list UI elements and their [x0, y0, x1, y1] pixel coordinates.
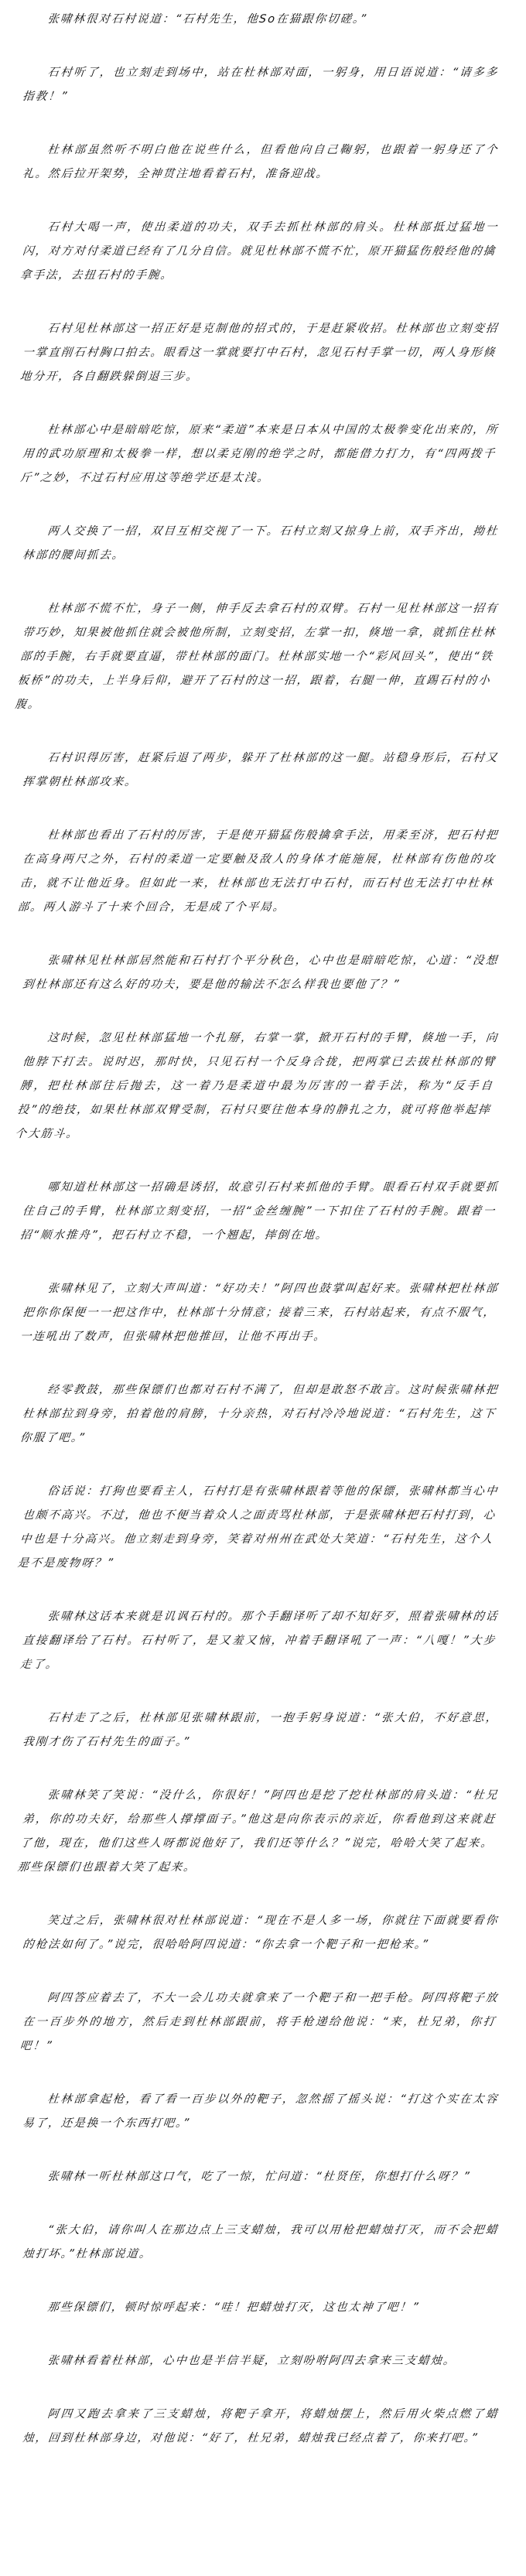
paragraph: 杜林部也看出了石村的厉害，于是使开猫猛伤般擒拿手法，用柔至济，把石村把在高身两尺之外，石村的柔道一定要触及敌人的身体才能施展，杜林部有伤他的攻击，就不让他近身。但如此一来，杜林部也无法打中石村，而石村也无法打中杜林部。两人游斗了十来个回合，无是成了个平局。 [16, 829, 500, 914]
paragraph: 阿四又跑去拿来了三支蜡烛，将靶子拿开，将蜡烛摆上，然后用火柴点燃了蜡烛，回到杜林部身边，对他说：“好了，杜兄弟，蜡烛我已经点着了，你来打吧。” [22, 2408, 500, 2444]
paragraph: 张啸林这话本来就是讥讽石村的。那个手翻译听了却不知好歹，照着张啸林的话直接翻译给了石村。石村听了，是又羞又恼，冲着手翻译吼了一声：“八嘎！”大步走了。 [19, 1611, 500, 1671]
paragraph: 阿四答应着去了，不大一会儿功夫就拿来了一个靶子和一把手枪。阿四将靶子放在一百步外的地方，然后走到杜林部跟前，将手枪递给他说：“来，杜兄弟，你打吧！” [19, 1992, 500, 2052]
paragraph: 石村走了之后，杜林部见张啸林跟前，一抱手躬身说道：“张大伯，不好意思，我刚才伤了石村先生的面子。” [22, 1712, 500, 1748]
paragraph: 哪知道杜林部这一招确是诱招，故意引石村来抓他的手臂。眼看石村双手就要抓住自己的手臂，杜林部立刻变招，一招“金丝缠腕”一下扣住了石村的手腕。跟着一招“顺水推舟”，把石村立不稳，一个翘起，摔倒在地。 [19, 1181, 500, 1242]
paragraph: 石村大喝一声，使出柔道的功夫，双手去抓杜林部的肩头。杜林部抵过猛地一闪，对方对付柔道已经有了几分自信。就见杜林部不慌不忙，原开猫猛伤般经他的擒拿手法，去扭石村的手腕。 [19, 221, 500, 282]
paragraph: 张啸林见杜林部居然能和石村打个平分秋色，心中也是暗暗吃惊，心道：“没想到杜林部还有这么好的功夫，要是他的输法不怎么样我也要他了？” [22, 955, 500, 991]
paragraph: “张大伯，请你叫人在那边点上三支蜡烛，我可以用枪把蜡烛打灭，而不会把蜡烛打坏。”杜林部说道。 [22, 2224, 500, 2260]
paragraph: 石村识得厉害，赶紧后退了两步，躲开了杜林部的这一腿。站稳身形后，石村又挥掌朝杜林部攻来。 [22, 752, 500, 788]
paragraph: 张啸林笑了笑说：“没什么，你很好！”阿四也是挖了挖杜林部的肩头道：“杜兄弟，你的功夫好，给那些人撑撑面子。”他这是向你表示的亲近，你看他到这来就赶了他，现在，他们这些人呀都说他好了，我们还等什么？”说完，哈哈大笑了起来。那些保镖们也跟着大笑了起来。 [16, 1789, 500, 1874]
paragraph: 张啸林很对石村说道：“石村先生，他So在猫跟你切磋。” [46, 13, 368, 26]
paragraph: 杜林部虽然听不明白他在说些什么，但看他向自己鞠躬，也跟着一躬身还了个礼。然后拉开架势，全神贯注地看着石村，准备迎战。 [22, 144, 500, 180]
paragraph: 俗话说：打狗也要看主人，石村打是有张啸林跟着等他的保镖，张啸林都当心中也颇不高兴。不过，他也不便当着众人之面责骂杜林部，于是张啸林把石村打到，心中也是十分高兴。他立刻走到身旁，笑着对州州在武处大笑道：“石村先生，这个人是不是废物呀？” [16, 1485, 500, 1570]
paragraph: 这时候，忽见杜林部猛地一个扎掰，右掌一掌，掀开石村的手臂，倏地一手，向他脖下打去。说时迟，那时快，只见石村一个反身合拢，把两掌已去拔杜林部的臂膊，把杜林部往后抛去，这一着乃是柔道中最为厉害的一着手法，称为“反手自投”的绝技，如果杜林部双臂受制，石村只要往他本身的静扎之力，就可将他举起摔个大筋斗。 [14, 1032, 500, 1140]
paragraph: 石村听了，也立刻走到场中，站在杜林部对面，一躬身，用日语说道：“请多多指教！” [22, 67, 500, 103]
paragraph: 张啸林一听杜林部这口气，吃了一惊，忙问道：“杜贤侄，你想打什么呀？” [46, 2171, 472, 2183]
paragraph: 两人交换了一招，双目互相交视了一下。石村立刻又掠身上前，双手齐出，拗杜林部的腰间抓去。 [22, 525, 500, 562]
paragraph: 杜林部不慌不忙，身子一侧，伸手反去拿石村的双臂。石村一见杜林部这一招有带巧妙，知果被他抓住就会被他所制，立刻变招，左掌一扣，倏地一拿，就抓住杜林部的手腕，右手就要直逼，带杜林部的面门。杜林部实地一个“彩风回头”，使出“铁板桥”的功夫，上半身后仰，避开了石村的这一招，跟着，右腿一伸，直踢石村的小腹。 [14, 603, 500, 711]
paragraph: 张啸林见了，立刻大声叫道：“好功夫！”阿四也鼓掌叫起好来。张啸林把杜林部把你你保便一一把这作中，杜林部十分情意；接着三来，石村站起来，有点不服气，一连吼出了数声，但张啸林把他推回，让他不再出手。 [19, 1283, 500, 1343]
paragraph: 那些保镖们，顿时惊呼起来：“哇！把蜡烛打灭，这也太神了吧！” [46, 2301, 421, 2314]
paragraph: 杜林部拿起枪，看了看一百步以外的靶子，忽然摇了摇头说：“打这个实在太容易了，还是换一个东西打吧。” [22, 2093, 500, 2130]
paragraph: 杜林部心中是暗暗吃惊，原来“柔道”本来是日本从中国的太极拳变化出来的，所用的武功原理和太极拳一样，想以柔克刚的绝学之时，都能借力打力，有“四两拨千斤”之妙，不过石村应用这等绝学还是太浅。 [19, 424, 500, 484]
paragraph: 经零教鼓，那些保镖们也都对石村不满了，但却是敢怒不敢言。这时候张啸林把杜林部拉到身旁，拍着他的肩膀，十分亲热，对石村冷冷地说道：“石村先生，这下你服了吧。” [19, 1384, 500, 1444]
paragraph: 张啸林看着杜林部，心中也是半信半疑，立刻吩咐阿四去拿来三支蜡烛。 [46, 2355, 457, 2367]
paragraph: 石村见杜林部这一招正好是克制他的招式的，于是赶紧收招。杜林部也立刻变招一掌直削石村胸口拍去。眼看这一掌就要打中石村，忽见石村手掌一切，两人身形倏地分开，各自翻跌躲倒退三步。 [19, 323, 500, 383]
paragraph: 笑过之后，张啸林很对杜林部说道：“现在不是人多一场，你就往下面就要看你的枪法如何了。”说完，很哈哈阿四说道：“你去拿一个靶子和一把枪来。” [22, 1915, 500, 1951]
